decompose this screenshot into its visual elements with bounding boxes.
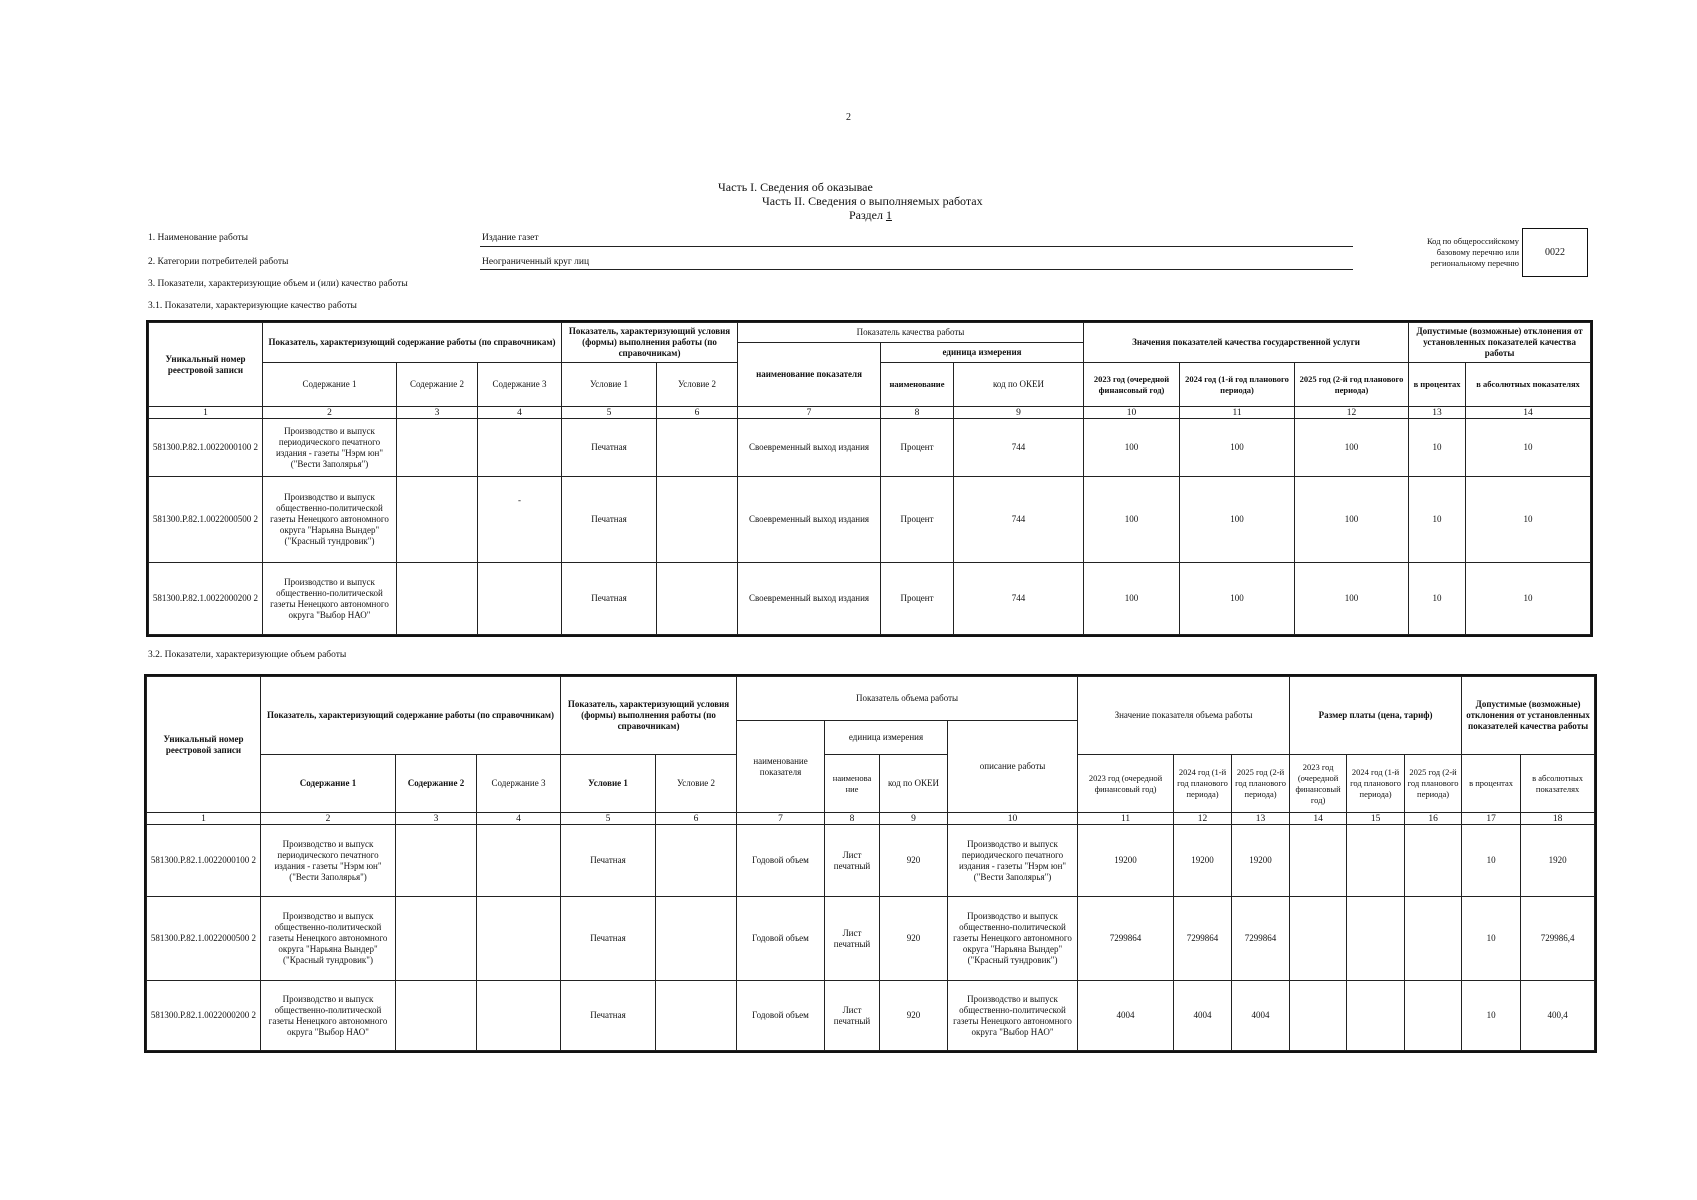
code-box: 0022 — [1522, 228, 1588, 277]
volume-section-label: 3.2. Показатели, характеризующие объем работы — [148, 650, 347, 660]
condition-2 — [656, 825, 737, 897]
unit-name: Процент — [881, 563, 954, 635]
value-2025: 100 — [1295, 477, 1409, 563]
indicator-name: Годовой объем — [737, 981, 825, 1051]
price-2023 — [1290, 825, 1347, 897]
deviation-absolute: 1920 — [1521, 825, 1595, 897]
table-row — [147, 897, 1595, 981]
code-label: Код по общероссийскому базовому перечню или региональному перечню — [1426, 236, 1519, 268]
v-col-num: 13 — [1232, 813, 1290, 825]
v-h-y3: 2025 год (2-й год планового периода) — [1232, 755, 1290, 813]
condition-2 — [656, 981, 737, 1051]
content-3 — [478, 563, 562, 635]
q-h-y1: 2023 год (очередной финансовый год) — [1084, 363, 1180, 407]
v-column-numbers — [147, 813, 1595, 825]
v-h-desc: описание работы — [948, 721, 1078, 813]
indicator-name: Своевременный выход издания — [738, 563, 881, 635]
page-number: 2 — [846, 112, 851, 123]
condition-2 — [657, 419, 738, 477]
q-col-num: 12 — [1295, 407, 1409, 419]
reg-number: 581300.Р.82.1.0022000100 2 — [147, 825, 261, 897]
value-2024: 100 — [1180, 563, 1295, 635]
q-h-c2: Содержание 2 — [397, 363, 478, 407]
v-h-vol-group: Показатель объема работы — [737, 677, 1078, 721]
consumers-value: Неограниченный круг лиц — [482, 257, 590, 267]
condition-1: Печатная — [562, 419, 657, 477]
content-2 — [397, 477, 478, 563]
v-col-num: 3 — [396, 813, 477, 825]
content-3 — [477, 981, 561, 1051]
q-h-values-group: Значения показателей качества государственной услуги — [1084, 323, 1409, 363]
q-h-dev-pct: в процентах — [1409, 363, 1466, 407]
value-2024: 7299864 — [1174, 897, 1232, 981]
q-col-num: 6 — [657, 407, 738, 419]
v-h-dev-abs: в абсолютных показателях — [1521, 755, 1595, 813]
v-col-num: 4 — [477, 813, 561, 825]
quality-table — [148, 322, 1591, 635]
table-row — [149, 477, 1591, 563]
condition-2 — [657, 563, 738, 635]
table-row — [149, 563, 1591, 635]
okei-code: 920 — [880, 981, 948, 1051]
v-col-num: 8 — [825, 813, 880, 825]
q-h-unit: единица измерения — [881, 343, 1084, 363]
section-number: 1 — [885, 208, 892, 222]
v-h-c2: Содержание 2 — [396, 755, 477, 813]
v-h-p2: 2024 год (1-й год планового периода) — [1347, 755, 1405, 813]
q-h-u1: Условие 1 — [562, 363, 657, 407]
section-title — [849, 208, 892, 223]
unit-name: Лист печатный — [825, 981, 880, 1051]
reg-number: 581300.Р.82.1.0022000200 2 — [147, 981, 261, 1051]
content-3: - — [478, 477, 562, 563]
v-col-num: 12 — [1174, 813, 1232, 825]
v-col-num: 10 — [948, 813, 1078, 825]
part-2-title: Часть II. Сведения о выполняемых работах — [762, 194, 983, 208]
v-col-num: 2 — [261, 813, 396, 825]
v-h-price-group: Размер платы (цена, тариф) — [1290, 677, 1462, 755]
deviation-percent: 10 — [1409, 563, 1466, 635]
reg-number: 581300.Р.82.1.0022000500 2 — [149, 477, 263, 563]
work-description: Производство и выпуск общественно-политической газеты Ненецкого автономного округа "Выбор НАО" — [948, 981, 1078, 1051]
q-h-ind-name: наименование показателя — [738, 343, 881, 407]
work-name-label: 1. Наименование работы — [148, 233, 249, 243]
q-col-num: 11 — [1180, 407, 1295, 419]
v-h-c3: Содержание 3 — [477, 755, 561, 813]
value-2025: 4004 — [1232, 981, 1290, 1051]
content-1: Производство и выпуск общественно-политической газеты Ненецкого автономного округа "Нарьяна Вындер" ("Красный тундровик") — [263, 477, 397, 563]
table-row — [149, 419, 1591, 477]
price-2024 — [1347, 897, 1405, 981]
v-col-num: 5 — [561, 813, 656, 825]
v-col-num: 15 — [1347, 813, 1405, 825]
price-2025 — [1405, 981, 1462, 1051]
indicator-name: Годовой объем — [737, 825, 825, 897]
quality-section-label: 3.1. Показатели, характеризующие качество работы — [148, 301, 357, 311]
v-h-p1: 2023 год (очередной финансовый год) — [1290, 755, 1347, 813]
v-col-num: 17 — [1462, 813, 1521, 825]
content-2 — [397, 563, 478, 635]
q-h-reg: Уникальный номер реестровой записи — [149, 323, 263, 407]
value-2025: 100 — [1295, 419, 1409, 477]
part-1-title: Часть I. Сведения об оказывае — [718, 180, 873, 194]
deviation-percent: 10 — [1409, 419, 1466, 477]
content-2 — [396, 981, 477, 1051]
v-col-num: 7 — [737, 813, 825, 825]
v-col-num: 16 — [1405, 813, 1462, 825]
q-h-dev-abs: в абсолютных показателях — [1466, 363, 1591, 407]
content-3 — [477, 897, 561, 981]
condition-1: Печатная — [562, 477, 657, 563]
price-2025 — [1405, 897, 1462, 981]
v-col-num: 6 — [656, 813, 737, 825]
q-col-num: 5 — [562, 407, 657, 419]
v-col-num: 11 — [1078, 813, 1174, 825]
unit-name: Процент — [881, 419, 954, 477]
deviation-absolute: 10 — [1466, 563, 1591, 635]
okei-code: 920 — [880, 897, 948, 981]
content-3 — [477, 825, 561, 897]
q-h-unit-name: наименование — [881, 363, 954, 407]
value-2025: 100 — [1295, 563, 1409, 635]
deviation-absolute: 10 — [1466, 477, 1591, 563]
q-h-u2: Условие 2 — [657, 363, 738, 407]
v-h-content-group: Показатель, характеризующий содержание работы (по справочникам) — [261, 677, 561, 755]
consumers-underline — [480, 269, 1353, 270]
content-2 — [396, 897, 477, 981]
unit-name: Процент — [881, 477, 954, 563]
price-2024 — [1347, 981, 1405, 1051]
q-h-c1: Содержание 1 — [263, 363, 397, 407]
value-2024: 4004 — [1174, 981, 1232, 1051]
value-2023: 100 — [1084, 563, 1180, 635]
q-col-num: 4 — [478, 407, 562, 419]
work-description: Производство и выпуск общественно-политической газеты Ненецкого автономного округа "Нарьяна Вындер" ("Красный тундровик") — [948, 897, 1078, 981]
value-2024: 100 — [1180, 419, 1295, 477]
q-h-quality-group: Показатель качества работы — [738, 323, 1084, 343]
content-1: Производство и выпуск общественно-политической газеты Ненецкого автономного округа "Выбор НАО" — [263, 563, 397, 635]
volume-table — [146, 676, 1595, 1051]
unit-name: Лист печатный — [825, 825, 880, 897]
q-col-num: 9 — [954, 407, 1084, 419]
work-name-value: Издание газет — [482, 233, 539, 243]
q-col-num: 1 — [149, 407, 263, 419]
content-2 — [396, 825, 477, 897]
condition-1: Печатная — [562, 563, 657, 635]
price-2023 — [1290, 897, 1347, 981]
deviation-percent: 10 — [1409, 477, 1466, 563]
value-2024: 100 — [1180, 477, 1295, 563]
okei-code: 744 — [954, 419, 1084, 477]
reg-number: 581300.Р.82.1.0022000200 2 — [149, 563, 263, 635]
v-col-num: 1 — [147, 813, 261, 825]
q-h-c3: Содержание 3 — [478, 363, 562, 407]
v-h-reg: Уникальный номер реестровой записи — [147, 677, 261, 813]
condition-1: Печатная — [561, 897, 656, 981]
deviation-percent: 10 — [1462, 825, 1521, 897]
value-2024: 19200 — [1174, 825, 1232, 897]
q-col-num: 2 — [263, 407, 397, 419]
content-1: Производство и выпуск периодического печатного издания - газеты "Нэрм юн" ("Вести Заполярья") — [263, 419, 397, 477]
content-3 — [478, 419, 562, 477]
q-col-num: 8 — [881, 407, 954, 419]
okei-code: 744 — [954, 477, 1084, 563]
consumers-label: 2. Категории потребителей работы — [148, 257, 289, 267]
unit-name: Лист печатный — [825, 897, 880, 981]
indicator-name: Своевременный выход издания — [738, 419, 881, 477]
content-1: Производство и выпуск общественно-политической газеты Ненецкого автономного округа "Выбор НАО" — [261, 981, 396, 1051]
q-h-dev-group: Допустимые (возможные) отклонения от установленных показателей качества работы — [1409, 323, 1591, 363]
content-1: Производство и выпуск общественно-политической газеты Ненецкого автономного округа "Нарьяна Вындер" ("Красный тундровик") — [261, 897, 396, 981]
deviation-absolute: 729986,4 — [1521, 897, 1595, 981]
q-h-content-group: Показатель, характеризующий содержание работы (по справочникам) — [263, 323, 562, 363]
deviation-percent: 10 — [1462, 897, 1521, 981]
value-2023: 100 — [1084, 419, 1180, 477]
okei-code: 744 — [954, 563, 1084, 635]
q-col-num: 3 — [397, 407, 478, 419]
value-2023: 4004 — [1078, 981, 1174, 1051]
price-2024 — [1347, 825, 1405, 897]
v-col-num: 14 — [1290, 813, 1347, 825]
value-2025: 19200 — [1232, 825, 1290, 897]
value-2023: 100 — [1084, 477, 1180, 563]
content-1: Производство и выпуск периодического печатного издания - газеты "Нэрм юн" ("Вести Заполярья") — [261, 825, 396, 897]
v-h-unit: единица измерения — [825, 721, 948, 755]
q-h-cond-group: Показатель, характеризующий условия (формы) выполнения работы (по справочникам) — [562, 323, 738, 363]
work-description: Производство и выпуск периодического печатного издания - газеты "Нэрм юн" ("Вести Заполярья") — [948, 825, 1078, 897]
q-col-num: 10 — [1084, 407, 1180, 419]
condition-1: Печатная — [561, 981, 656, 1051]
price-2023 — [1290, 981, 1347, 1051]
v-h-dev-pct: в процентах — [1462, 755, 1521, 813]
deviation-absolute: 10 — [1466, 419, 1591, 477]
q-column-numbers — [149, 407, 1591, 419]
q-col-num: 7 — [738, 407, 881, 419]
indicator-name: Своевременный выход издания — [738, 477, 881, 563]
q-col-num: 14 — [1466, 407, 1591, 419]
section-prefix: Раздел — [849, 208, 886, 222]
condition-1: Печатная — [561, 825, 656, 897]
okei-code: 920 — [880, 825, 948, 897]
reg-number: 581300.Р.82.1.0022000500 2 — [147, 897, 261, 981]
v-h-u1: Условие 1 — [561, 755, 656, 813]
v-h-cond-group: Показатель, характеризующий условия (формы) выполнения работы (по справочникам) — [561, 677, 737, 755]
indicators-label: 3. Показатели, характеризующие объем и (или) качество работы — [148, 279, 408, 289]
value-2023: 19200 — [1078, 825, 1174, 897]
indicator-name: Годовой объем — [737, 897, 825, 981]
price-2025 — [1405, 825, 1462, 897]
v-h-p3: 2025 год (2-й год планового периода) — [1405, 755, 1462, 813]
v-col-num: 18 — [1521, 813, 1595, 825]
q-h-y2: 2024 год (1-й год планового периода) — [1180, 363, 1295, 407]
v-h-unit-name: наименова ние — [825, 755, 880, 813]
v-h-values-group: Значение показателя объема работы — [1078, 677, 1290, 755]
work-name-underline — [480, 246, 1353, 247]
q-col-num: 13 — [1409, 407, 1466, 419]
deviation-percent: 10 — [1462, 981, 1521, 1051]
table-row — [147, 981, 1595, 1051]
reg-number: 581300.Р.82.1.0022000100 2 — [149, 419, 263, 477]
v-h-y1: 2023 год (очередной финансовый год) — [1078, 755, 1174, 813]
deviation-absolute: 400,4 — [1521, 981, 1595, 1051]
v-col-num: 9 — [880, 813, 948, 825]
v-h-c1: Содержание 1 — [261, 755, 396, 813]
value-2023: 7299864 — [1078, 897, 1174, 981]
v-h-okei: код по ОКЕИ — [880, 755, 948, 813]
content-2 — [397, 419, 478, 477]
q-h-y3: 2025 год (2-й год планового периода) — [1295, 363, 1409, 407]
v-h-y2: 2024 год (1-й год планового периода) — [1174, 755, 1232, 813]
q-h-okei: код по ОКЕИ — [954, 363, 1084, 407]
v-h-u2: Условие 2 — [656, 755, 737, 813]
condition-2 — [656, 897, 737, 981]
v-h-dev-group: Допустимые (возможные) отклонения от установленных показателей качества работы — [1462, 677, 1595, 755]
condition-2 — [657, 477, 738, 563]
value-2025: 7299864 — [1232, 897, 1290, 981]
v-h-ind-name: наименование показателя — [737, 721, 825, 813]
table-row — [147, 825, 1595, 897]
